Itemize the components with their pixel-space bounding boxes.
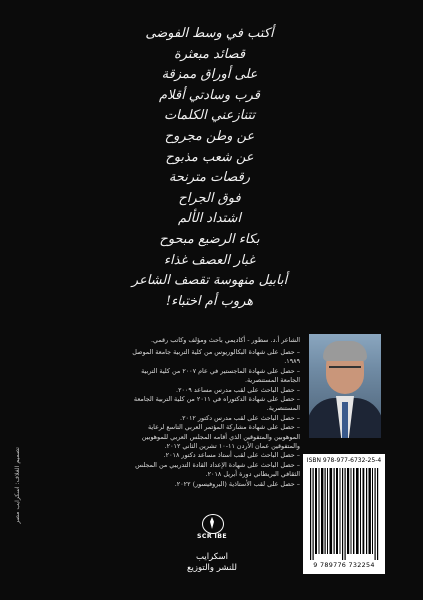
bio-item: – حصل على شهادة الماجستير في عام ٢٠٠٧ من كلية التربية الجامعة المستنصرية. [122,367,300,386]
author-bio [122,336,300,489]
isbn-barcode-box [303,454,385,574]
poem-line: هروب أم اختباء! [165,293,254,309]
bio-item: – حصل على شهادة البكالوريوس من كلية التربية جامعة الموصل ١٩٨٩. [122,348,300,367]
bio-intro: الشاعر أ.د. سطور - أكاديمي باحث ومؤلف وكاتب رقمي. [151,336,300,344]
poem-line: تتنازعني الكلمات [163,108,256,124]
poem [92,24,327,312]
poem-line: قرب وسادتي أقلام [159,87,260,103]
publisher-logo [180,512,244,554]
poem-line: عن شعب مذبوح [165,149,254,165]
poem-line: غبار العصف غذاء [163,252,256,268]
poem-line: بكاء الرضيع مبحوح [159,231,260,247]
bio-item: – حصل الباحث على لقب مدرس دكتور ٢٠١٢. [122,414,300,423]
poem-line: فوق الجراح [178,190,241,206]
photo-tie [342,402,348,438]
poem-line: رقصات مترنحة [168,170,251,186]
bio-item: – حصل الباحث على شهادة الإعداد القادة التدريبي من المجلس الثقافي البريطاني دورة أبريل ٢٠١٨. [122,461,300,480]
poem-line: أبابيل منهوسة تقصف الشاعر [131,273,288,289]
isbn-label: ISBN 978-977-6732-25-4 [306,457,382,464]
cover-design-credit: تصميم الغلاف: اسكرايب مصر [14,447,21,524]
poem-line: على أوراق ممزقة [161,67,258,83]
bio-item: – حصل على شهادة الدكتوراه في ٢٠١١ من كلية التربية الجامعة المستنصرية. [122,395,300,414]
poem-line: اشتداد الألم [178,211,241,227]
publisher-name-line1: اسكرايب [196,552,228,562]
barcode-icon [309,468,379,560]
bio-item: – حصل الباحث على لقب مدرس مساعد ٢٠٠٩. [122,386,300,395]
photo-glasses [329,366,361,376]
author-photo [309,334,381,438]
bio-item: – حصل الباحث على لقب أستاذ مساعد دكتور ٢٠١٨. [122,451,300,460]
bio-item: – حصل على لقب الأستاذية (البروفيسور) ٢٠٢٢. [122,480,300,489]
publisher-logo-text: SCR IBE [197,533,227,540]
bio-list [122,348,300,489]
bio-item: – حصل على شهادة مشاركة المؤتمر العربي التاسع لرعاية الموهوبين والمتفوقين الذي أقامه المجلس العربي للموهوبين والمتفوقين عمان الأردن ١١-١٠ تشرين الثاني ٢٠١٢. [122,423,300,451]
poem-line: عن وطن مجروح [164,128,255,144]
publisher-name-line2: للنشر والتوزيع [187,563,237,573]
publisher-name [150,552,274,574]
photo-hair [323,341,367,361]
poem-line: قصائد مبعثرة [173,46,246,62]
barcode-number: 9 789776 732254 [313,561,375,569]
poem-line: أكتب في وسط الفوضى [145,26,274,41]
